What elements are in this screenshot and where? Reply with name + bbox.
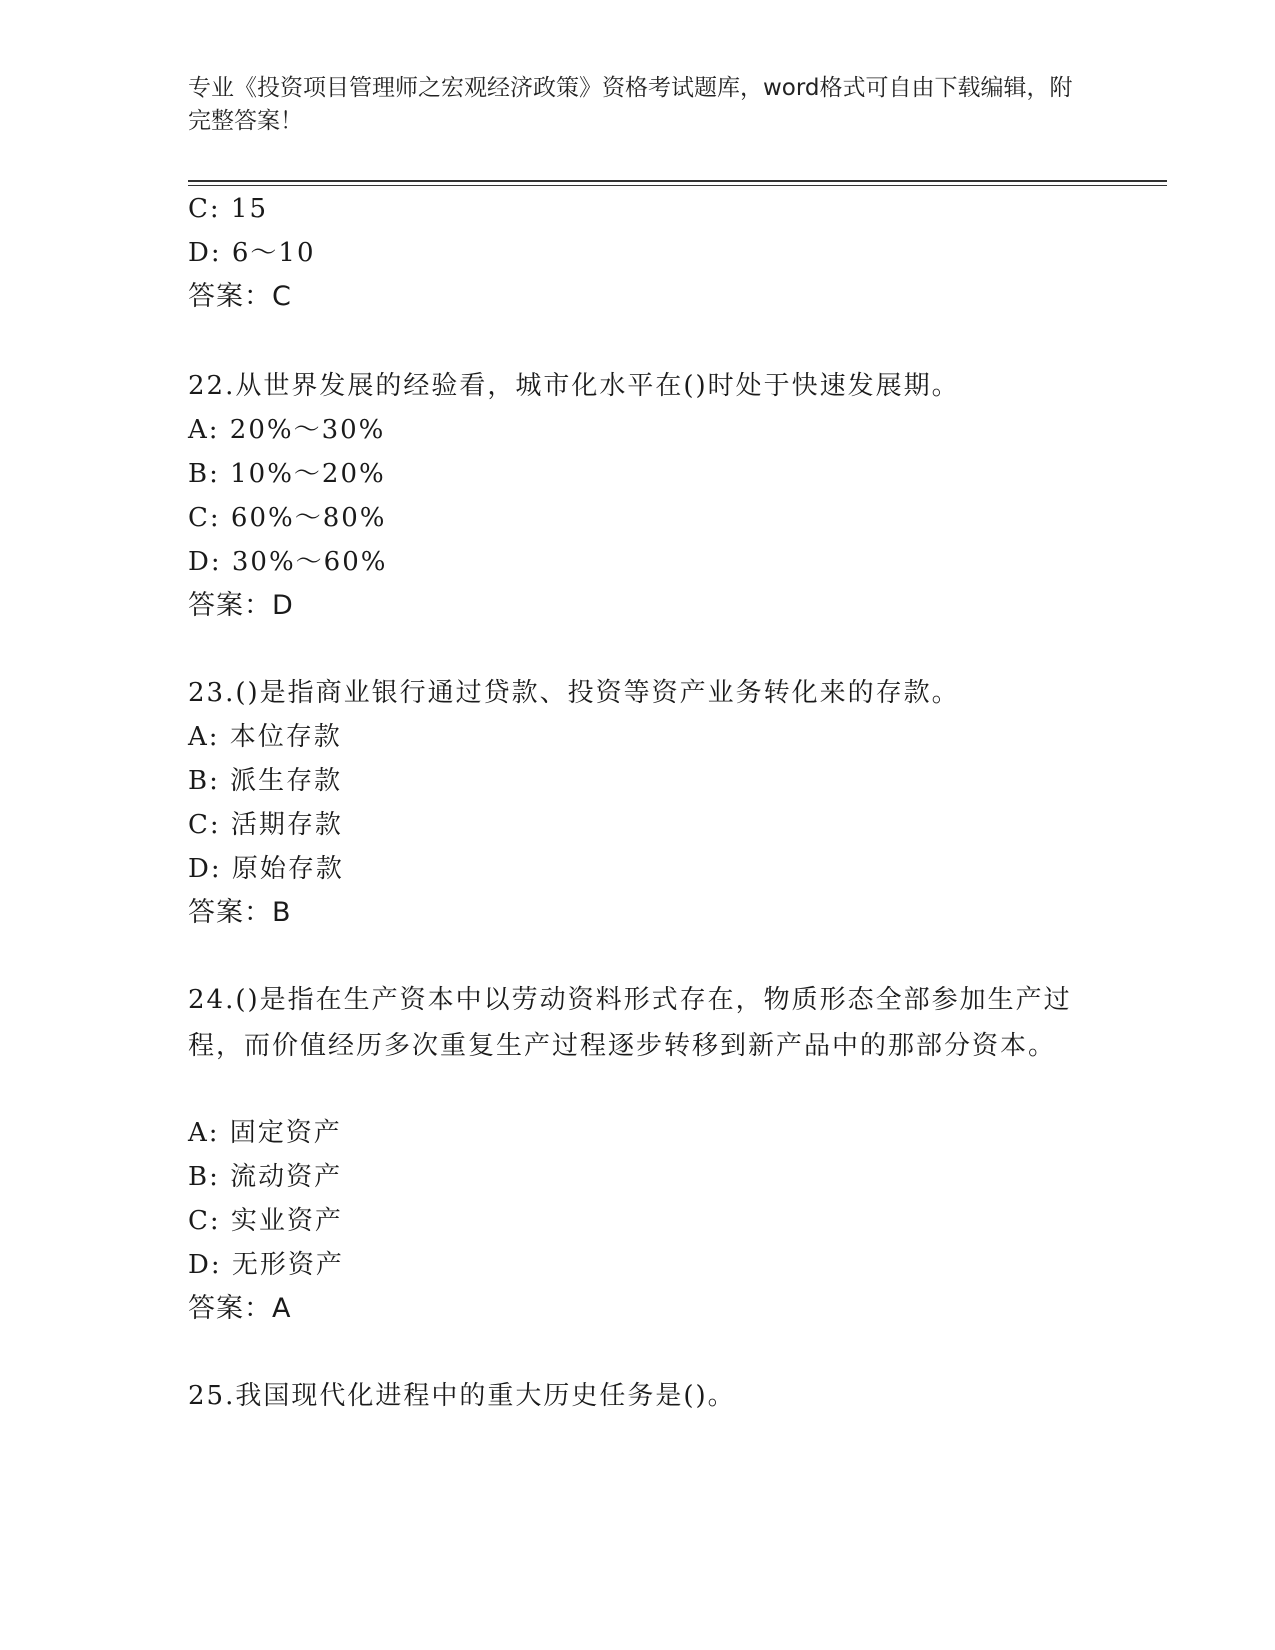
option-b: B: 派生存款 [188,766,343,796]
answer-label: 答案：C [188,281,292,312]
option-b: B: 10%～20% [188,459,386,489]
option-d: D: 6～10 [188,238,316,268]
option-d: D: 无形资产 [188,1250,344,1280]
header-divider-thick [188,180,1167,182]
option-a: A: 本位存款 [188,722,342,752]
question-stem: 22.从世界发展的经验看，城市化水平在()时处于快速发展期。 [188,371,960,401]
option-c: C: 活期存款 [188,810,343,840]
option-c: C: 实业资产 [188,1206,343,1236]
header-divider-thin [188,185,1167,186]
answer-label: 答案：D [188,590,294,621]
question-stem: 23.()是指商业银行通过贷款、投资等资产业务转化来的存款。 [188,678,960,708]
option-d: D: 30%～60% [188,547,388,577]
answer-label: 答案：A [188,1293,292,1324]
option-b: B: 流动资产 [188,1162,343,1192]
option-a: A: 固定资产 [188,1118,342,1148]
answer-label: 答案：B [188,897,292,928]
document-header: 专业《投资项目管理师之宏观经济政策》资格考试题库，word格式可自由下载编辑，附完整答案！ [188,75,1073,134]
option-a: A: 20%～30% [188,415,386,445]
question-stem: 24.()是指在生产资本中以劳动资料形式存在，物质形态全部参加生产过程，而价值经历多次重复生产过程逐步转移到新产品中的那部分资本。 [188,985,1072,1061]
question-stem: 25.我国现代化进程中的重大历史任务是()。 [188,1381,736,1411]
option-c: C: 15 [188,194,269,224]
option-d: D: 原始存款 [188,854,344,884]
option-c: C: 60%～80% [188,503,387,533]
